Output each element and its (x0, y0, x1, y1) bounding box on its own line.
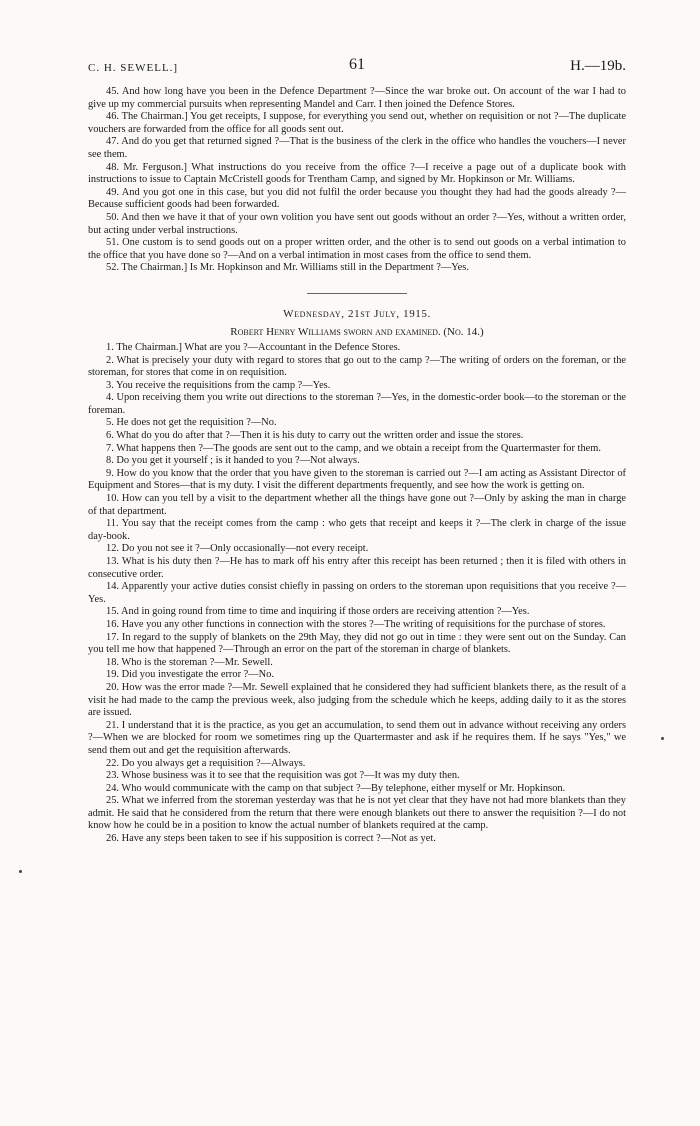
testimony-continuation (88, 86, 626, 275)
testimony-paragraph: 13. What is his duty then ?—He has to mark off his entry after this receipt has been returned ; then it is filed with others in consecutive order. (88, 556, 626, 580)
testimony-paragraph: 10. How can you tell by a visit to the department whether all the things have gone out ?—Only by asking the man in charge of that department. (88, 493, 626, 517)
testimony-paragraph: 22. Do you always get a requisition ?—Always. (106, 757, 306, 769)
testimony-paragraph: 11. You say that the receipt comes from the camp : who gets that receipt and keeps it ?—The clerk in charge of the issue day-book. (88, 518, 626, 542)
testimony-paragraph: 17. In regard to the supply of blankets on the 29th May, they did not go out in time : they were sent out on the Sunday. Can you tell me how that happened ?—Through an error on the part of the storeman in charge of blankets. (88, 631, 626, 656)
testimony-paragraph: 19. Did you investigate the error ?—No. (106, 669, 274, 681)
page-number: 61 (349, 56, 365, 73)
testimony-paragraph: 9. How do you know that the order that you have given to the storeman is carried out ?—I am acting as Assistant Director of Equipment and Stores—that is my duty. I visit the different departments frequently, and see how the work is getting on. (88, 467, 626, 492)
testimony-paragraph: 16. Have you any other functions in connection with the stores ?—The writing of requisitions for the purchase of stores. (106, 618, 606, 630)
margin-ink-spot (661, 737, 664, 740)
header-paper-reference: H.—19b. (570, 58, 626, 74)
testimony-paragraph: 45. And how long have you been in the Defence Department ?—Since the war broke out. On account of the war I had to give up my commercial pursuits when representing Mandel and Carr. I then joined the Defence Stores. (88, 86, 626, 110)
testimony-paragraph: 1. The Chairman.] What are you ?—Accountant in the Defence Stores. (106, 341, 401, 353)
testimony-paragraph: 8. Do you get it yourself ; is it handed to you ?—Not always. (106, 455, 360, 467)
testimony-paragraph: 47. And do you get that returned signed ?—That is the business of the clerk in the office who handles the vouchers—I never see them. (88, 136, 626, 160)
testimony-paragraph: 50. And then we have it that of your own volition you have sent out goods without an order ?—Yes, without a written order, but acting under verbal instructions. (88, 211, 626, 236)
testimony-paragraph: 4. Upon receiving them you write out directions to the storeman ?—Yes, in the domestic-order book—to the storeman or the foreman. (88, 392, 626, 416)
testimony-paragraph: 14. Apparently your active duties consist chiefly in passing on orders to the storeman upon requisitions that you receive ?—Yes. (88, 581, 626, 605)
testimony-paragraph: 24. Who would communicate with the camp on that subject ?—By telephone, either myself or Mr. Hopkinson. (106, 782, 566, 794)
testimony-paragraph: 52. The Chairman.] Is Mr. Hopkinson and Mr. Williams still in the Department ?—Yes. (106, 262, 469, 274)
testimony-paragraph: 15. And in going round from time to time and inquiring if those orders are receiving attention ?—Yes. (106, 606, 530, 618)
hearing-date: Wednesday, 21st July, 1915. (283, 307, 431, 320)
header-witness-name: C. H. SEWELL.] (88, 62, 179, 74)
testimony-paragraph: 7. What happens then ?—The goods are sent out to the camp, and we obtain a receipt from the Quartermaster for them. (106, 442, 601, 454)
testimony-paragraph: 12. Do you not see it ?—Only occasionally—not every receipt. (106, 543, 369, 555)
testimony-paragraph: 25. What we inferred from the storeman yesterday was that he is not yet clear that they have not had more blankets than they admit. He said that he considered from the return that there were enough blankets out there to answer the requisition ?—I do not know how he could be in a position to know the actual number of blankets required at the camp. (88, 795, 626, 832)
witness-heading: Robert Henry Williams sworn and examined. (No. 14.) (230, 325, 484, 338)
testimony-paragraph: 49. And you got one in this case, but you did not fulfil the order because you thought they had had the goods already ?—Because sufficient goods had been forwarded. (88, 186, 626, 211)
testimony-paragraph: 51. One custom is to send goods out on a proper written order, and the other is to send out goods on a verbal intimation to the office that you have done so ?—And on a verbal intimation in most cases from the office to send them. (88, 237, 626, 261)
testimony-paragraph: 48. Mr. Ferguson.] What instructions do you receive from the office ?—I receive a page out of a duplicate book with instructions to issue to Captain McCristell goods for Trentham Camp, and signed by Mr. Hopkinson or Mr. Williams. (88, 161, 626, 186)
testimony-paragraph: 46. The Chairman.] You get receipts, I suppose, for everything you send out, whether on requisition or not ?—The duplicate vouchers are forwarded from the office for all goods sent out. (88, 111, 626, 135)
testimony-paragraph: 18. Who is the storeman ?—Mr. Sewell. (106, 656, 273, 668)
testimony-paragraph: 6. What do you do after that ?—Then it is his duty to carry out the written order and issue the stores. (106, 430, 524, 442)
new-testimony-section (88, 308, 626, 846)
testimony-paragraph: 26. Have any steps been taken to see if his supposition is correct ?—Not as yet. (106, 833, 436, 845)
testimony-paragraph: 21. I understand that it is the practice, as you get an accumulation, to send them out in advance without receiving any orders ?—When we are blocked for room we sometimes ring up the Quartermaster and ask if he requires them. If he says "Yes," we send them out and get the requisition afterwards. (88, 719, 626, 756)
section-divider (307, 293, 407, 294)
testimony-paragraph: 20. How was the error made ?—Mr. Sewell explained that he considered they had sufficient blankets there, as the result of a visit he had made to the camp the previous week, also judging from the schedule which he keeps, adding daily to it as the stores are issued. (88, 681, 626, 719)
page-header (88, 52, 626, 74)
testimony-paragraph: 23. Whose business was it to see that the requisition was got ?—It was my duty then. (106, 770, 460, 782)
margin-ink-spot (19, 870, 22, 873)
testimony-paragraph: 5. He does not get the requisition ?—No. (106, 417, 277, 429)
testimony-paragraph: 3. You receive the requisitions from the camp ?—Yes. (106, 379, 331, 391)
testimony-paragraph: 2. What is precisely your duty with regard to stores that go out to the camp ?—The writing of orders on the foreman, or the storeman, for stores that come in on requisition. (88, 354, 626, 379)
